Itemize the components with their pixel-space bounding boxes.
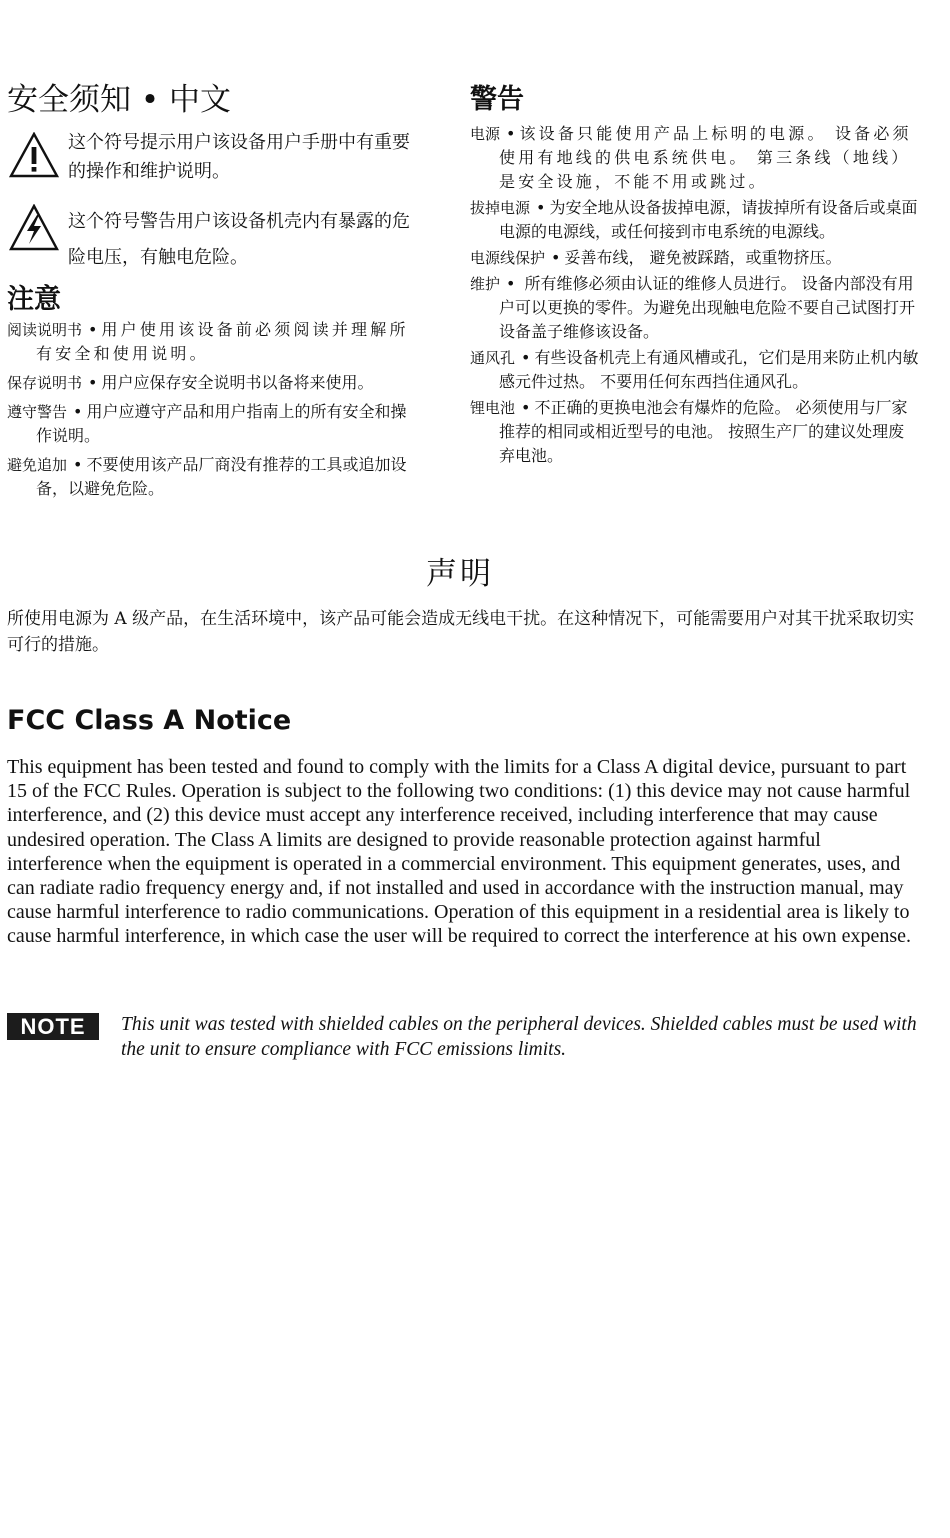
safety-title: 安全须知 • 中文: [7, 82, 231, 118]
lightning-triangle-icon: [9, 204, 59, 252]
warning-title: 警告: [470, 84, 524, 115]
list-item: [7, 371, 417, 395]
list-item: [470, 122, 920, 194]
list-item: [470, 196, 920, 244]
bullet: •: [73, 455, 83, 474]
item-label: 电源线保护: [470, 249, 546, 267]
shock-symbol-text: 这个符号警告用户该设备机壳内有暴露的危险电压，有触电危险。: [68, 211, 410, 268]
caution-triangle-icon: [9, 132, 59, 178]
item-text: 用户应遵守产品和用户指南上的所有安全和操作说明。: [36, 402, 407, 445]
fcc-body: This equipment has been tested and found to comply with the limits for a Class A digital device, pursuant to part 15 of the FCC Rules. Operation is subject to the following two conditions: (1) this device may not cause harmful interference, and (2) this device must accept any interference received, including interference that may cause undesired operation. The Class A limits are designed to provide reasonable protection against harmful interference when the equipment is operated in a commercial environment. This equipment generates, uses, and can radiate radio frequency energy and, if not installed and used in accordance with the instruction manual, may cause harmful interference to radio communications. Operation of this equipment in a residential area is likely to cause harmful interference, in which case the user will be required to correct the interference at his own expense.: [7, 756, 912, 948]
shock-symbol-row: [7, 204, 417, 276]
item-label: 通风孔: [470, 349, 516, 367]
item-label: 拔掉电源: [470, 199, 531, 217]
item-text: 用户应保存安全说明书以备将来使用。: [101, 373, 374, 392]
list-item: [470, 272, 920, 344]
list-item: [7, 453, 417, 501]
declaration-title: 声明: [426, 556, 494, 592]
item-text: 有些设备机壳上有通风槽或孔，它们是用来防止机内敏感元件过热。 不要用任何东西挡住通风孔。: [499, 348, 919, 391]
item-text: 为安全地从设备拔掉电源，请拔掉所有设备后或桌面电源的电源线，或任何接到市电系统的电源线。: [499, 198, 918, 241]
caution-symbol-row: [7, 128, 417, 186]
safety-instructions-column: [7, 80, 417, 506]
item-text: 该设备只能使用产品上标明的电源。 设备必须使用有地线的供电系统供电。 第三条线（地线）是安全设施，不能不用或跳过。: [499, 124, 912, 191]
item-label: 避免追加: [7, 456, 68, 474]
item-text: 所有维修必须由认证的维修人员进行。 设备内部没有用户可以更换的零件。为避免出现触电危险不要自己试图打开设备盖子维修该设备。: [499, 274, 916, 341]
bullet: •: [536, 198, 546, 217]
item-text: 妥善布线， 避免被踩踏，或重物挤压。: [564, 248, 842, 267]
bullet: •: [521, 348, 531, 367]
item-label: 阅读说明书: [7, 321, 83, 339]
list-item: [7, 318, 417, 366]
item-label: 保存说明书: [7, 374, 83, 392]
item-text: 不要使用该产品厂商没有推荐的工具或追加设备，以避免危险。: [36, 455, 407, 498]
list-item: [470, 346, 920, 394]
item-label: 电源: [470, 125, 501, 143]
fcc-title: FCC Class A Notice: [7, 705, 292, 736]
bullet: •: [551, 248, 561, 267]
bullet: •: [521, 398, 531, 417]
declaration-text: 所使用电源为 A 级产品，在生活环境中，该产品可能会造成无线电干扰。在这种情况下，可能需要用户对其干扰采取切实可行的措施。: [7, 609, 915, 655]
caution-symbol-text: 这个符号提示用户该设备用户手册中有重要的操作和维护说明。: [68, 132, 410, 182]
item-label: 遵守警告: [7, 403, 68, 421]
item-text: 不正确的更换电池会有爆炸的危险。 必须使用与厂家推荐的相同或相近型号的电池。 按照生产厂的建议处理废弃电池。: [499, 398, 908, 465]
list-item: [470, 246, 920, 270]
warning-column: [470, 80, 920, 470]
bullet: •: [506, 124, 516, 143]
bullet: •: [73, 402, 83, 421]
bullet: •: [88, 373, 98, 392]
notes-heading: 注意: [7, 284, 61, 315]
item-label: 锂电池: [470, 399, 516, 417]
list-item: [470, 396, 920, 468]
note-badge: NOTE: [7, 1013, 99, 1040]
item-text: 用户使用该设备前必须阅读并理解所有安全和使用说明。: [36, 320, 409, 363]
bullet: •: [88, 320, 98, 339]
bullet: •: [506, 274, 516, 293]
note-text: This unit was tested with shielded cables on the peripheral devices. Shielded cables must be used with the unit to ensure compliance with FCC emissions limits.: [121, 1014, 917, 1060]
list-item: [7, 400, 417, 448]
item-label: 维护: [470, 275, 501, 293]
